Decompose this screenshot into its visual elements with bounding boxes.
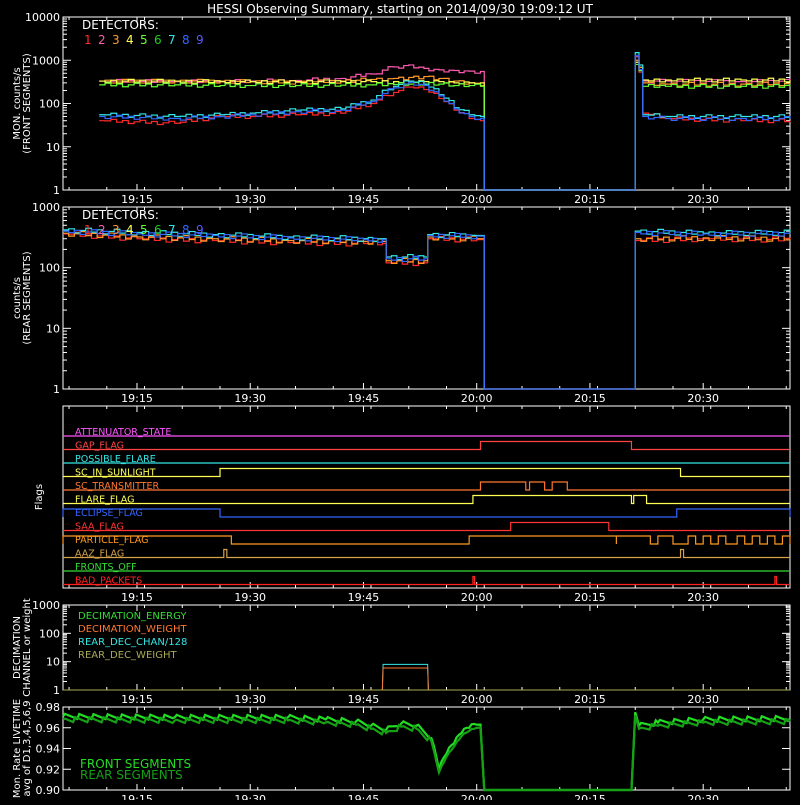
rear-legend-detector-1: 1: [84, 223, 92, 237]
rear-xtick-label: 20:15: [574, 392, 606, 405]
front-legend-detector-3: 3: [112, 33, 120, 47]
decimation-xtick-label: 20:30: [687, 693, 720, 706]
flags-xtick-label: 20:00: [460, 591, 493, 604]
front-xtick-label: 19:30: [234, 193, 267, 206]
flag-label-eclipse-flag: ECLIPSE_FLAG: [75, 508, 143, 519]
flag-label-bad-packets: BAD_PACKETS: [75, 575, 143, 587]
livetime-ytick-label: 0.92: [35, 763, 60, 777]
front-legend-title: DETECTORS:: [82, 18, 159, 32]
livetime-ytick-label: 0.90: [35, 784, 60, 797]
livetime-legend-0: FRONT SEGMENTS: [80, 757, 192, 771]
decimation-ylabel: DECIMATION: [12, 615, 23, 680]
rear-legend-detector-4: 4: [126, 223, 134, 237]
livetime-legend-1: REAR SEGMENTS: [80, 768, 183, 782]
rear-xtick-label: 19:45: [347, 392, 380, 405]
livetime-xtick-label: 19:30: [234, 793, 267, 800]
front-ytick-label: 100: [39, 97, 60, 111]
front-legend-detector-5: 5: [140, 33, 148, 47]
flags-xtick-label: 19:30: [234, 591, 267, 604]
flag-label-fronts-off: FRONTS_OFF: [75, 562, 137, 573]
front-xtick-label: 19:15: [121, 193, 153, 206]
rear-ytick-label: 1000: [32, 201, 60, 214]
livetime-ytick-label: 0.98: [35, 701, 60, 714]
front-legend-detector-2: 2: [98, 33, 106, 47]
rear-xtick-label: 19:30: [234, 392, 267, 405]
decimation-xtick-label: 19:15: [121, 693, 153, 706]
rear-xtick-label: 19:15: [121, 392, 153, 405]
front-xtick-label: 20:00: [460, 193, 493, 206]
flag-label-sc-in-sunlight: SC_IN_SUNLIGHT: [75, 467, 156, 479]
front-legend-detector-8: 8: [182, 33, 190, 47]
rear-legend-detector-7: 7: [168, 223, 176, 237]
front-legend-detector-1: 1: [84, 33, 92, 47]
livetime-ytick-label: 0.94: [35, 742, 60, 756]
front-ytick-label: 10000: [25, 11, 60, 24]
flags-xtick-label: 20:15: [574, 591, 606, 604]
flag-label-aaz-flag: AAZ_FLAG: [75, 548, 125, 560]
livetime-xtick-label: 20:00: [460, 793, 493, 800]
front-xtick-label: 19:45: [347, 193, 380, 206]
decimation-xtick-label: 19:45: [347, 693, 380, 706]
rear-legend-detector-2: 2: [98, 223, 106, 237]
flags-xtick-label: 19:15: [121, 591, 153, 604]
front-xtick-label: 20:30: [687, 193, 720, 206]
front-ytick-label: 1: [53, 184, 60, 197]
front-legend-detector-6: 6: [154, 33, 162, 47]
flag-label-sc-transmitter: SC_TRANSMITTER: [75, 481, 160, 492]
flag-label-flare-flag: FLARE_FLAG: [75, 494, 135, 506]
flags-xtick-label: 19:45: [347, 591, 380, 604]
rear-legend-title: DETECTORS:: [82, 208, 159, 222]
flag-label-attenuator-state: ATTENUATOR_STATE: [75, 427, 172, 438]
front-ytick-label: 1000: [32, 54, 60, 68]
rear-ylabel: counts/s: [12, 276, 23, 320]
livetime-xtick-label: 20:30: [687, 793, 720, 800]
decimation-legend-0: DECIMATION_ENERGY: [78, 611, 187, 622]
chart-title: HESSI Observing Summary, starting on 2014/09/30 19:09:12 UT: [207, 2, 593, 16]
rear-ytick-label: 10: [46, 322, 60, 336]
rear-legend-detector-5: 5: [140, 223, 148, 237]
livetime-xtick-label: 20:15: [574, 793, 606, 800]
flag-label-possible-flare: POSSIBLE_FLARE: [75, 454, 156, 465]
decimation-legend-3: REAR_DEC_WEIGHT: [78, 650, 177, 661]
front-ylabel: (FRONT SEGMENTS): [22, 53, 33, 154]
flag-label-saa-flag: SAA_FLAG: [75, 521, 124, 533]
livetime-ylabel: Mon. Rate LIVETIME: [12, 698, 23, 799]
rear-ylabel: (REAR SEGMENTS): [22, 251, 33, 345]
decimation-ytick-label: 1000: [32, 599, 60, 612]
decimation-legend-1: DECIMATION_WEIGHT: [78, 624, 187, 635]
decimation-xtick-label: 20:15: [574, 693, 606, 706]
rear-xtick-label: 20:30: [687, 392, 720, 405]
livetime-ytick-label: 0.96: [35, 721, 60, 735]
rear-legend-detector-8: 8: [182, 223, 190, 237]
front-ylabel: MON. counts/s: [12, 67, 23, 140]
decimation-ytick-label: 1: [53, 684, 60, 697]
front-legend-detector-7: 7: [168, 33, 176, 47]
rear-legend-detector-6: 6: [154, 223, 162, 237]
decimation-ylabel: CHANNEL or weight: [22, 598, 33, 697]
flag-label-gap-flag: GAP_FLAG: [75, 440, 125, 452]
rear-xtick-label: 20:00: [460, 392, 493, 405]
rear-ytick-label: 100: [39, 261, 60, 275]
decimation-xtick-label: 19:30: [234, 693, 267, 706]
rear-legend-detector-3: 3: [112, 223, 120, 237]
decimation-legend-2: REAR_DEC_CHAN/128: [78, 637, 188, 648]
front-ytick-label: 10: [46, 140, 60, 154]
decimation-ytick-label: 100: [39, 627, 60, 641]
rear-legend-detector-9: 9: [196, 223, 204, 237]
rear-ytick-label: 1: [53, 383, 60, 396]
front-xtick-label: 20:15: [574, 193, 606, 206]
decimation-ytick-label: 10: [46, 655, 60, 669]
flags-xtick-label: 20:30: [687, 591, 720, 604]
front-legend-detector-9: 9: [196, 33, 204, 47]
flag-label-particle-flag: PARTICLE_FLAG: [75, 535, 149, 546]
decimation-xtick-label: 20:00: [460, 693, 493, 706]
livetime-xtick-label: 19:15: [121, 793, 153, 800]
livetime-xtick-label: 19:45: [347, 793, 380, 800]
livetime-ylabel: avg of D1,3,4,5,6,9: [22, 700, 33, 797]
flags-ylabel: Flags: [34, 483, 45, 511]
front-legend-detector-4: 4: [126, 33, 134, 47]
